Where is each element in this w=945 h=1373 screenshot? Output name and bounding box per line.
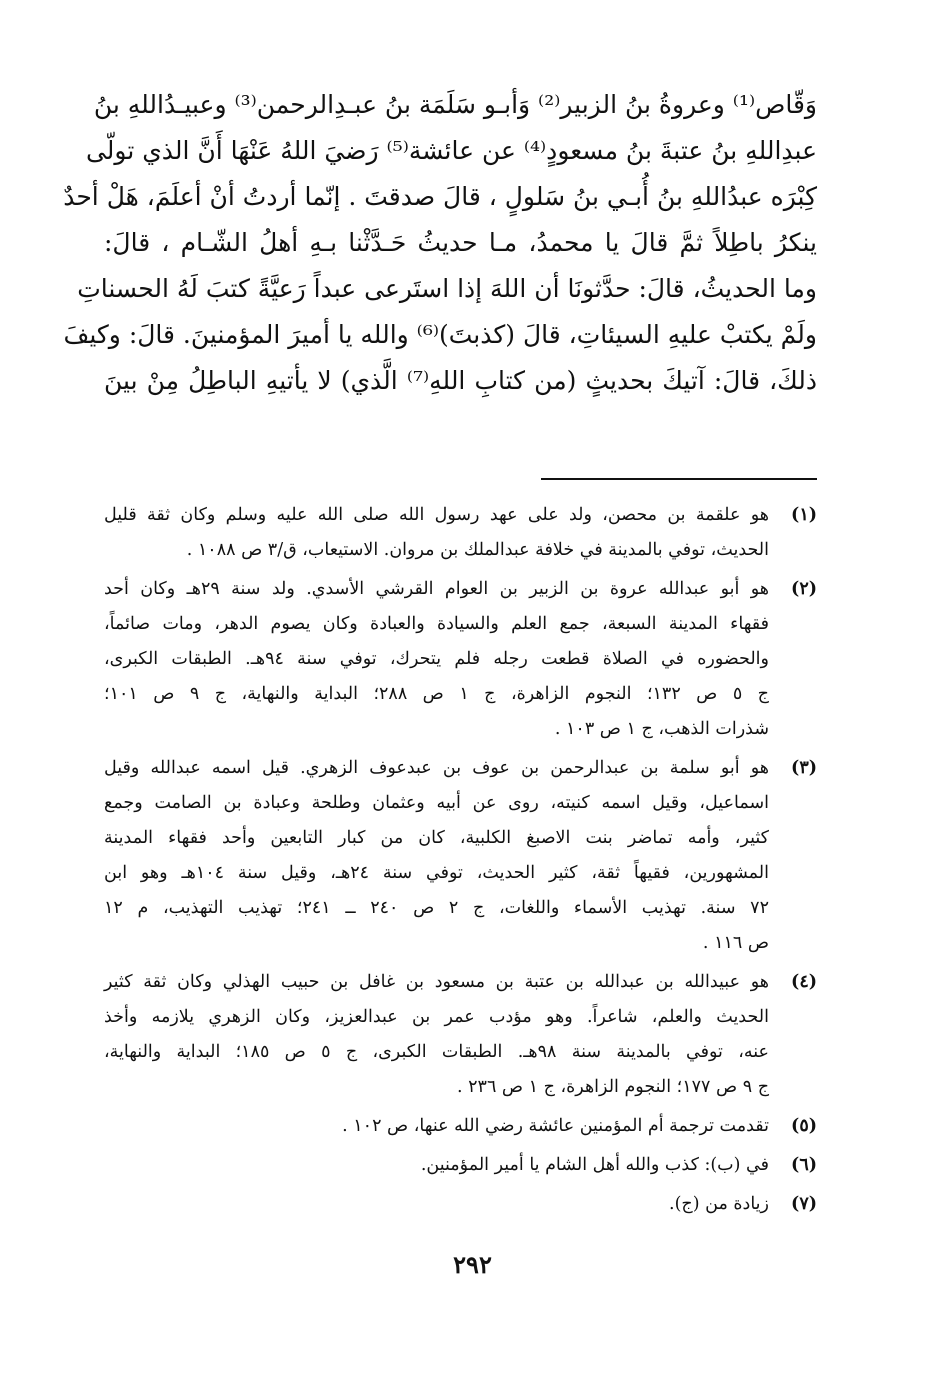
main-text-line: وَقّاص⁽¹⁾ وعروةُ بنُ الزبير⁽²⁾ وَأبـو سَلَمَة بنُ عبـدِالرحمن⁽³⁾ وعبيـدُاللهِ بنُ (93, 90, 817, 119)
footnote-line: زيادة من (ج). (669, 1194, 769, 1214)
footnote-number: (٥) (791, 1116, 817, 1136)
footnote-number: (٣) (791, 758, 817, 778)
main-text-line: ينكرُ باطِلاً ثمَّ قالَ يا محمدُ، مـا حديثُ حَـدَّثْنا بـهِ أهلُ الشّـام ، قالَ: (104, 228, 817, 257)
main-text-line: ذلكَ، قالَ: آتيكَ بحديثٍ (من كتابِ اللهِ⁽⁷⁾ الَّذي) لا يأتيهِ الباطِلُ مِنْ بينَ (104, 366, 818, 395)
footnote-number: (٧) (791, 1194, 817, 1214)
footnote-6 (104, 1148, 817, 1183)
footnote-4 (104, 965, 817, 1105)
footnote-line: تقدمت ترجمة أم المؤمنين عائشة رضي الله عنها، ص ١٠٢ . (342, 1116, 769, 1136)
footnote-line: ص ١١٦ . (702, 933, 769, 953)
footnote-line: المشهورين، فقيهاً ثقة، كثير الحديث، توفي سنة ٢٤هـ، وقيل سنة ١٠٤هـ وهو ابن (104, 863, 769, 883)
footnote-number: (٤) (791, 972, 817, 992)
main-text-line: وما الحديثُ، قالَ: حدَّثونَا أن اللهَ إذا استَرعى عبداً رَعيَّةً كتبَ لَهُ الحسناتِ (77, 274, 817, 303)
footnote-line: ٧٢ سنة. تهذيب الأسماء واللغات، ج ٢ ص ٢٤٠ ــ ٢٤١؛ تهذيب التهذيب، م ١٢ (104, 898, 769, 918)
footnote-line: فقهاء المدينة السبعة، جمع العلم والسيادة والعبادة وكان يصوم الدهر، ومات صائماً، (104, 614, 769, 634)
footnote-line: هو أبو سلمة بن عبدالرحمن بن عوف بن عبدعوف الزهري. قيل اسمه عبدالله وقيل (104, 758, 769, 778)
footnote-number: (٢) (791, 579, 817, 599)
footnote-7 (104, 1187, 817, 1222)
footnote-separator (541, 478, 817, 480)
main-text-line: ولَمْ يكتبْ عليهِ السيئاتِ، قالَ (كذبتَ)⁽⁶⁾ والله يا أميرَ المؤمنينَ. قالَ: وكيفَ (63, 320, 817, 349)
footnote-3 (104, 751, 817, 961)
footnotes (104, 498, 817, 1226)
footnote-line: ج ٥ ص ١٣٢؛ النجوم الزاهرة، ج ١ ص ٢٨٨؛ البداية والنهاية، ج ٩ ص ١٠١؛ (104, 684, 769, 704)
footnote-line: والحضوره في الصلاة قطعت رجله فلم يتحرك، توفي سنة ٩٤هـ. الطبقات الكبرى، (104, 649, 769, 669)
footnote-line: شذرات الذهب، ج ١ ص ١٠٣ . (554, 719, 769, 739)
page-number: ٢٩٢ (453, 1250, 492, 1279)
footnote-line: الحديث، توفي بالمدينة في خلافة عبدالملك بن مروان. الاستيعاب، ق/٣ ص ١٠٨٨ . (186, 540, 769, 560)
main-text (63, 82, 818, 404)
footnote-line: هو علقمة بن محصن، ولد على عهد رسول الله صلى الله عليه وسلم وكان ثقة قليل (104, 505, 769, 525)
footnote-number: (٦) (791, 1155, 817, 1175)
footnote-line: هو أبو عبدالله عروة بن الزبير بن العوام القرشي الأسدي. ولد سنة ٢٩هـ وكان أحد (104, 579, 770, 599)
footnote-number: (١) (791, 505, 817, 525)
main-text-line: عبدِاللهِ بنُ عتبةَ بنُ مسعودٍ⁽⁴⁾ عن عائشة⁽⁵⁾ رَضيَ اللهُ عَنْهَا أَنَّ الذي تولّى (85, 136, 817, 165)
footnote-line: ج ٩ ص ١٧٧؛ النجوم الزاهرة، ج ١ ص ٢٣٦ . (457, 1077, 769, 1097)
footnote-line: كثير، وأمه تماضر بنت الاصبغ الكلبية، كان من كبار التابعين وأحد فقهاء المدينة (104, 828, 769, 848)
footnote-line: هو عبيدالله بن عبدالله بن عتبة بن مسعود بن غافل بن حبيب الهذلي وكان ثقة كثير (104, 972, 769, 992)
footnote-5 (104, 1109, 817, 1144)
footnote-1 (104, 498, 817, 568)
footnote-2 (104, 572, 817, 747)
main-text-line: كِبْرَه عبدُاللهِ بنُ أُبـي بنُ سَلولٍ ، قالَ صدقتَ . إنّما أردتُ أنْ أعلَمَ، هَلْ أحدٌ (63, 182, 817, 211)
footnote-line: عنه، توفي بالمدينة سنة ٩٨هـ. الطبقات الكبرى، ج ٥ ص ١٨٥؛ البداية والنهاية، (104, 1042, 769, 1062)
footnote-line: الحديث والعلم، شاعراً. وهو مؤدب عمر بن عبدالعزيز، وكان الزهري يلازمه وأخذ (104, 1007, 769, 1027)
footnote-line: في (ب): كذب والله أهل الشام يا أمير المؤمنين. (420, 1155, 769, 1175)
footnote-line: اسماعيل، وقيل اسمه كنيته، روى عن أبيه وعثمان وطلحة وعبادة بن الصامت وجمع (104, 793, 769, 813)
